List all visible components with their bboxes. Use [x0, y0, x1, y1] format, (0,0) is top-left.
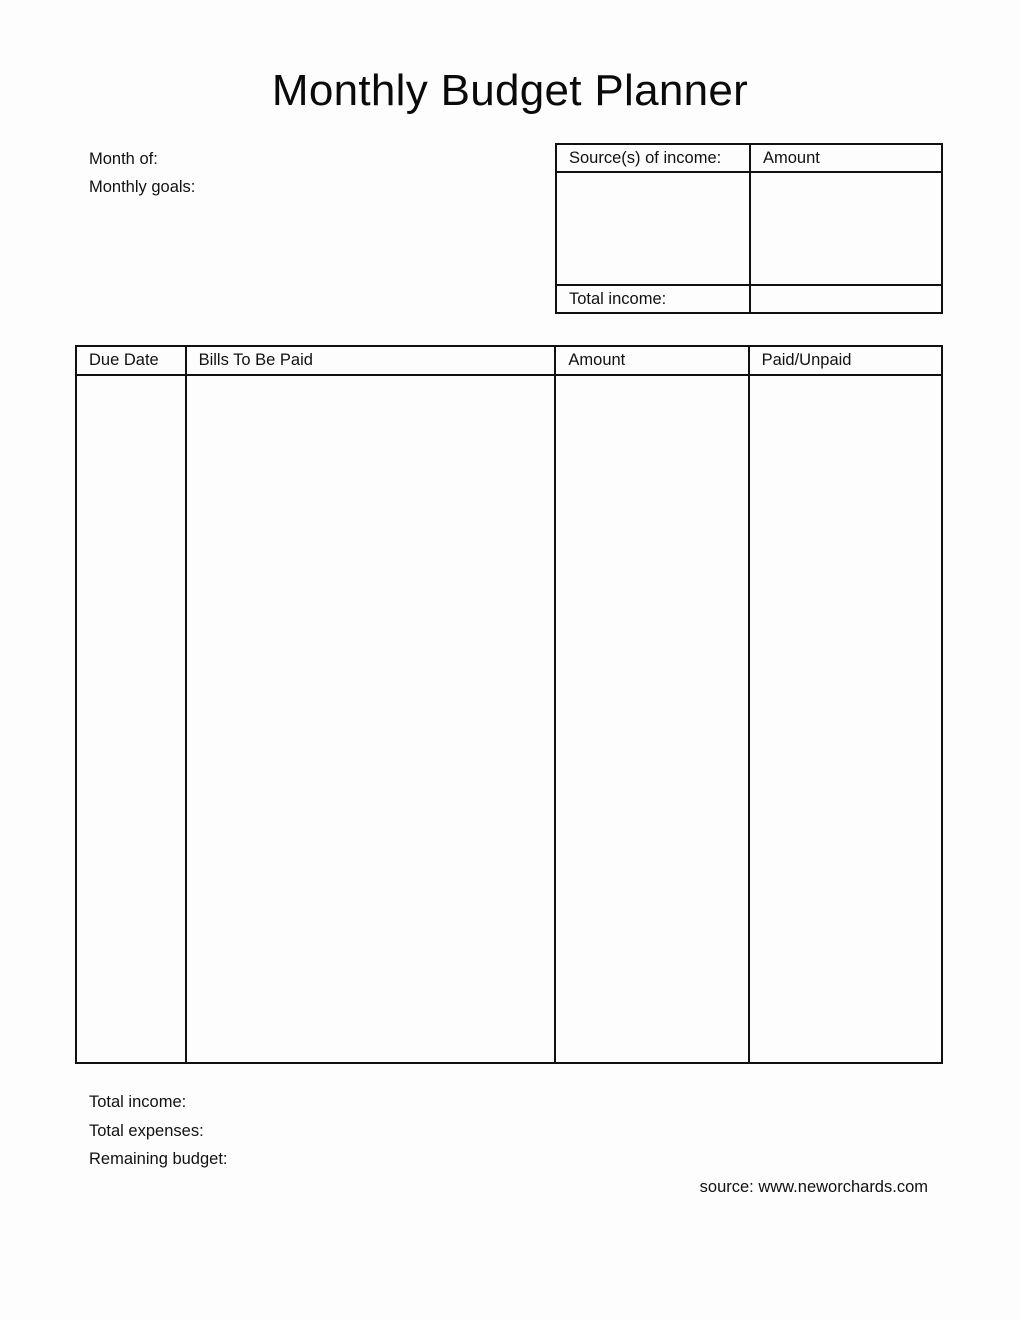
- source-credit: source: www.neworchards.com: [699, 1178, 928, 1196]
- bills-entry-row: [76, 375, 942, 1063]
- summary-total-income-label: Total income:: [89, 1093, 187, 1111]
- due-date-header: Due Date: [76, 346, 186, 375]
- bills-table-header-row: [76, 346, 942, 375]
- income-table: [555, 143, 943, 314]
- summary-remaining-budget-label: Remaining budget:: [89, 1150, 228, 1168]
- bills-header: Bills To Be Paid: [186, 346, 556, 375]
- income-source-header: Source(s) of income:: [556, 144, 750, 172]
- income-total-label: Total income:: [556, 285, 750, 313]
- page-title: Monthly Budget Planner: [271, 66, 749, 115]
- bill-amount-cell[interactable]: [555, 375, 748, 1063]
- income-total-value-cell[interactable]: [750, 285, 942, 313]
- bill-name-cell[interactable]: [186, 375, 556, 1063]
- paid-unpaid-header: Paid/Unpaid: [749, 346, 942, 375]
- income-amount-header: Amount: [750, 144, 942, 172]
- bills-table: [75, 345, 943, 1064]
- summary-total-expenses-label: Total expenses:: [89, 1122, 204, 1140]
- income-amount-cell[interactable]: [750, 172, 942, 285]
- income-total-row: [556, 285, 942, 313]
- income-table-header-row: [556, 144, 942, 172]
- due-date-cell[interactable]: [76, 375, 186, 1063]
- month-of-label: Month of:: [89, 150, 158, 168]
- income-source-cell[interactable]: [556, 172, 750, 285]
- paid-status-cell[interactable]: [749, 375, 942, 1063]
- amount-header: Amount: [555, 346, 748, 375]
- monthly-goals-label: Monthly goals:: [89, 178, 196, 196]
- income-entry-row: [556, 172, 942, 285]
